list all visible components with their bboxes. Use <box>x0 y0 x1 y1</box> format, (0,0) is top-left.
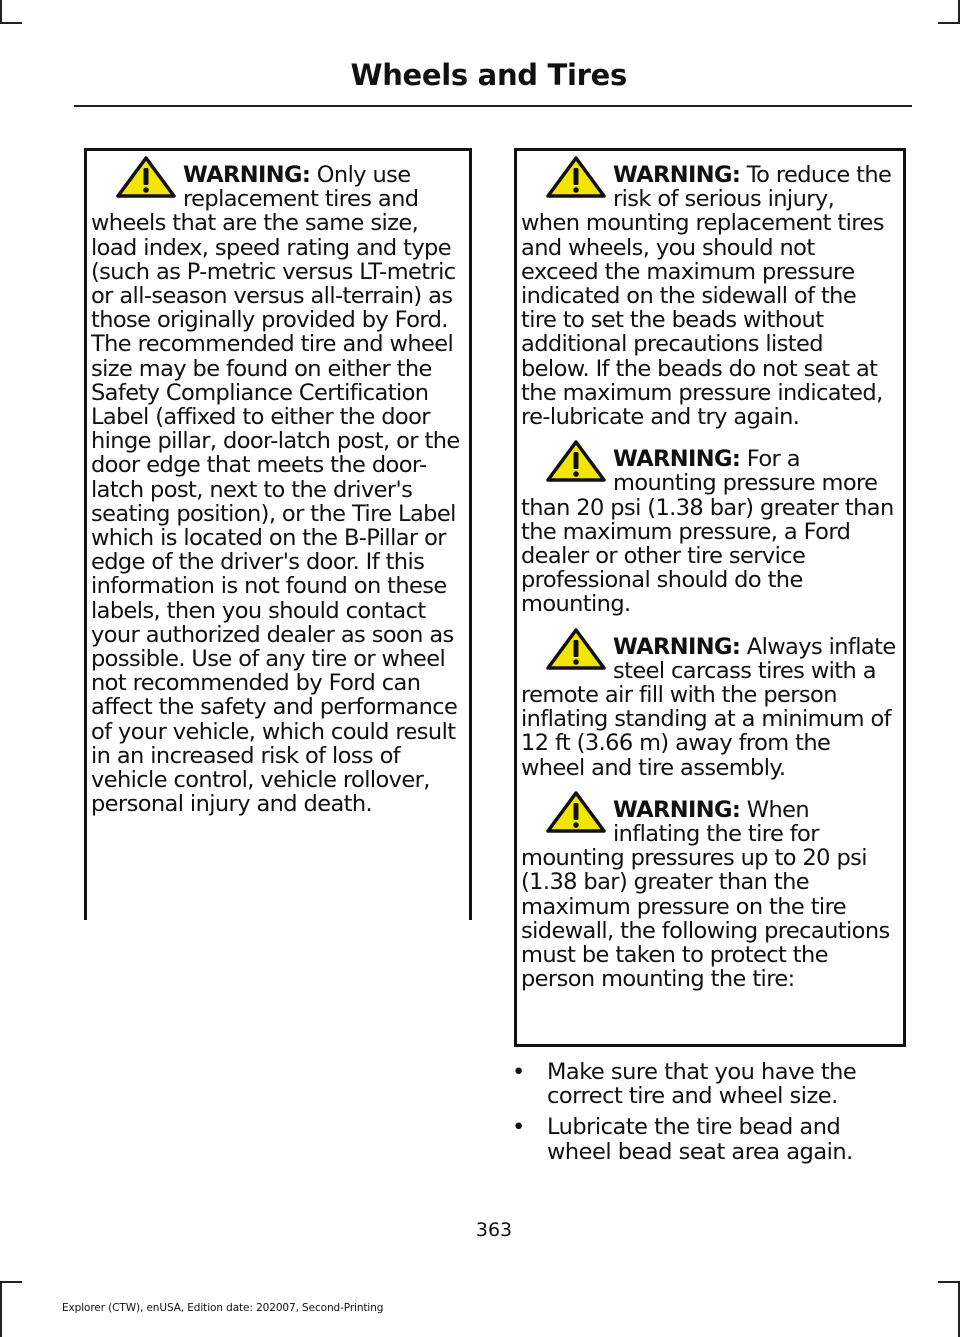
page-title: Wheels and Tires <box>350 58 627 92</box>
warning-triangle-icon <box>545 439 607 483</box>
precaution-list <box>505 1060 905 1171</box>
left-warning-box <box>84 148 472 920</box>
crop-mark-bottom-left-v <box>0 1281 2 1337</box>
warning-label: WARNING: <box>613 162 741 188</box>
warning-paragraph <box>521 163 897 429</box>
warning-text: Only use replacement tires and wheels that are the same size, load index, speed rating and type (such as P-metric versus LT-metric or all-season versus all-terrain) as those originally provided by Ford. The recommended tire and wheel size may be found on either the Safety Compliance Certification Label (affixed to either the door hinge pillar, door-latch post, or the door edge that meets the door-latch post, next to the driver's seating position), or the Tire Label which is located on the B-Pillar or edge of the driver's door. If this information is not found on these labels, then you should contact your authorized dealer as soon as possible. Use of any tire or wheel not recommended by Ford can affect the safety and performance of your vehicle, which could result in an increased risk of loss of vehicle control, vehicle rollover, personal injury and death. <box>91 162 460 818</box>
warning-label: WARNING: <box>613 796 741 823</box>
warning-paragraph <box>521 635 897 780</box>
warning-label: WARNING: <box>613 446 741 473</box>
warning-paragraph <box>91 163 463 816</box>
crop-mark-top-left-v <box>0 0 2 22</box>
warning-label: WARNING: <box>613 633 741 660</box>
crop-mark-bottom-left-h <box>0 1281 22 1283</box>
warning-text: When inflating the tire for mounting pressures up to 20 psi (1.38 bar) greater than the maximum pressure on the tire sidewall, the following precautions must be taken to protect the person mounting the tire: <box>521 796 890 993</box>
warning-text: For a mounting pressure more than 20 psi (1.38 bar) greater than the maximum pressure, a Ford dealer or other tire service professional should do the mounting. <box>521 446 894 618</box>
footer-edition-info: Explorer (CTW), enUSA, Edition date: 202007, Second-Printing <box>62 1302 384 1314</box>
warning-text: To reduce the risk of serious injury, when mounting replacement tires and wheels, you should not exceed the maximum pressure indicated on the sidewall of the tire to set the beads without additional precautions listed below. If the beads do not seat at the maximum pressure indicated, re-lubricate and try again. <box>521 162 892 431</box>
list-item <box>505 1115 905 1163</box>
header-divider <box>74 105 912 107</box>
warning-text: Always inflate steel carcass tires with a remote air fill with the person inflating standing at a minimum of 12 ft (3.66 m) away from the wheel and tire assembly. <box>521 633 896 781</box>
list-item-text: Lubricate the tire bead and wheel bead seat area again. <box>547 1114 853 1165</box>
crop-mark-top-right-h <box>938 22 960 24</box>
warning-label: WARNING: <box>183 162 311 188</box>
crop-mark-bottom-right-h <box>938 1281 960 1283</box>
bullet-marker: • <box>512 1114 525 1141</box>
page-number: 363 <box>475 1219 513 1241</box>
list-item-text: Make sure that you have the correct tire and wheel size. <box>547 1059 857 1110</box>
warning-triangle-icon <box>545 155 607 199</box>
crop-mark-top-left-h <box>0 22 22 24</box>
warning-triangle-icon <box>115 155 177 199</box>
warning-triangle-icon <box>545 790 607 834</box>
bullet-marker: • <box>512 1059 525 1085</box>
warning-triangle-icon <box>545 627 607 671</box>
right-warning-box <box>514 148 906 1047</box>
list-item <box>505 1060 905 1108</box>
warning-paragraph <box>521 798 897 992</box>
warning-paragraph <box>521 447 897 616</box>
